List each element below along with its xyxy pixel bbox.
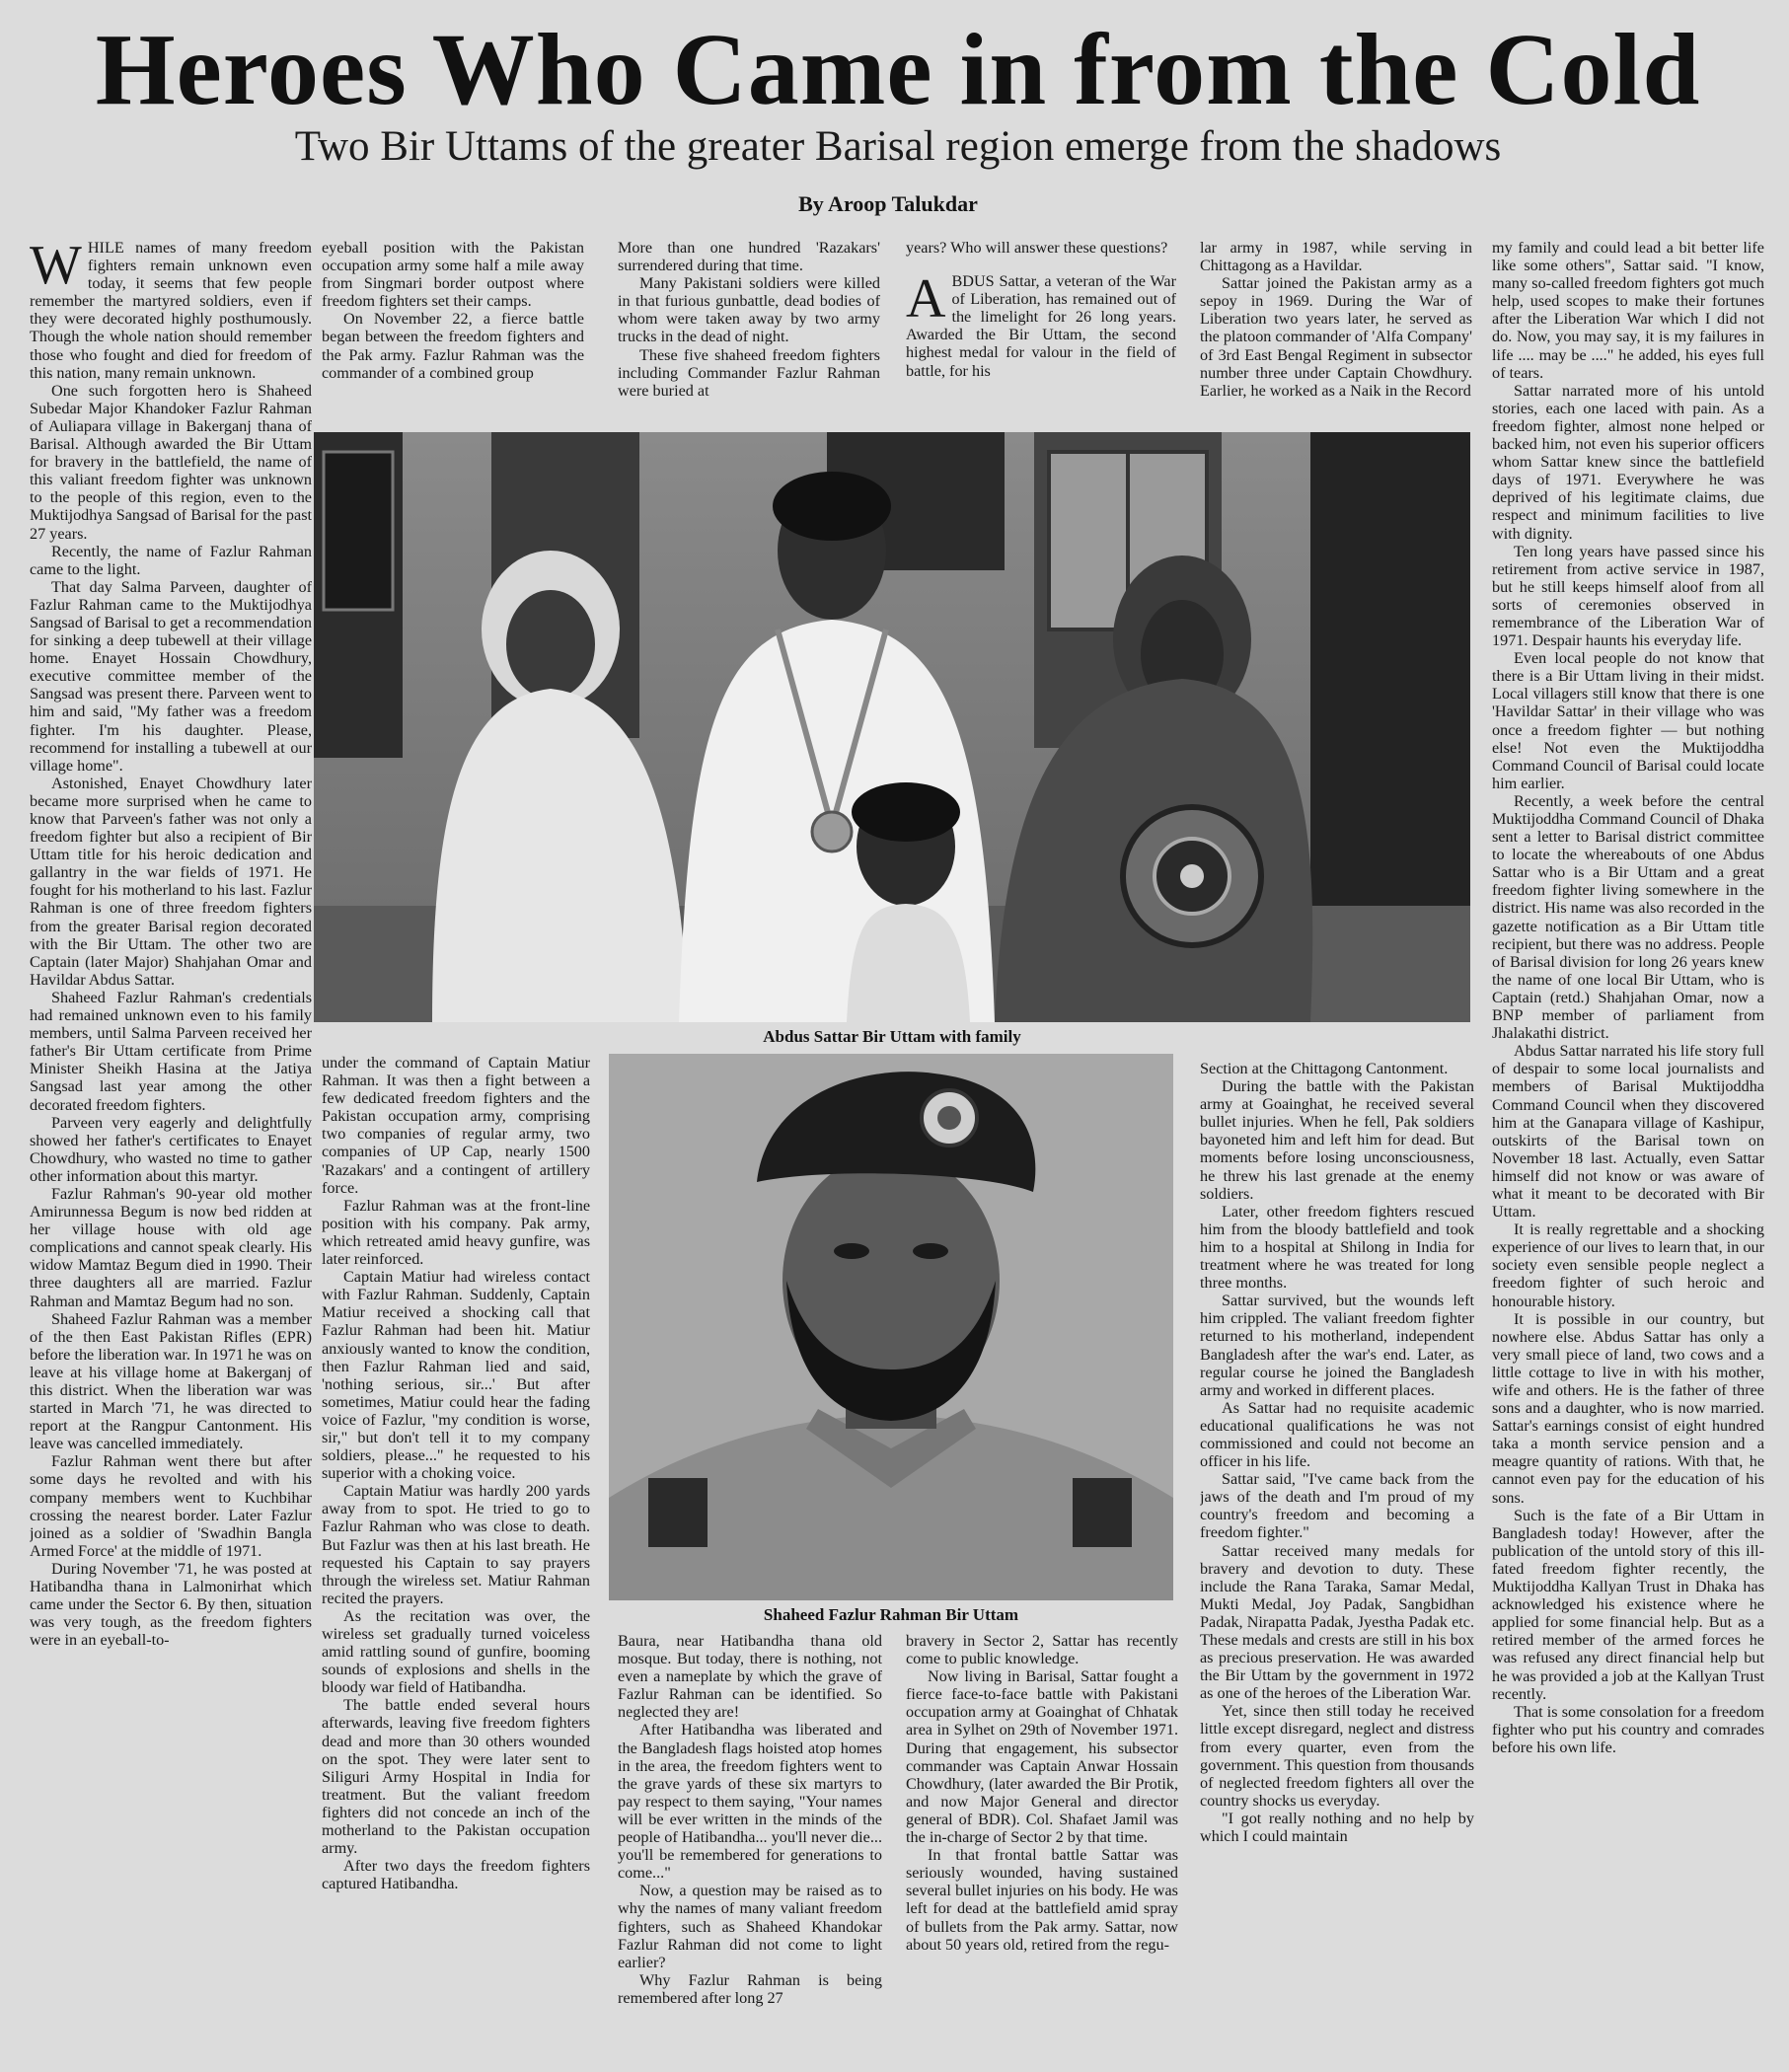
paragraph: eyeball position with the Pakistan occupation army some half a mile away from Singmari border outpost where freedom fighters set their camps. [322,239,584,311]
column-6-text [1492,239,1764,1756]
column-4-bottom-text [906,1632,1178,1954]
column-2-top-text [322,239,584,382]
paragraph: Now, a question may be raised as to why the names of many valiant freedom fighters, such as Shaheed Khandokar Fazlur Rahman did not come to light earlier? [618,1882,882,1971]
paragraph: Sattar joined the Pakistan army as a sepoy in 1969. During the War of Liberation two years later, he served as the platoon commander of 'Alfa Company' of 3rd East Bengal Regiment in subsector number three under Captain Chowdhury. Earlier, he worked as a Naik in the Record [1200,274,1472,400]
column-3-bottom-text [618,1632,882,2007]
article-column-4-top [906,239,1176,431]
column-5-bottom-text [1200,1060,1474,1845]
paragraph: On November 22, a fierce battle began between the freedom fighters and the Pak army. Fazlur Rahman was the commander of a combined group [322,310,584,382]
article-column-5-bottom [1200,1060,1474,2062]
paragraph: Sattar narrated more of his untold stories, each one laced with pain. As a freedom fighter, almost none helped or backed him, not even his superior officers whom Sattar knew since the battlefield days of 1971. Everywhere he was deprived of his legitimate claims, due respect and minimum facilities to live with dignity. [1492,381,1764,543]
column-4-top-text [906,268,1176,380]
paragraph: Fazlur Rahman was at the front-line position with his company. Pak army, which retreated amid heavy gunfire, was later reinforced. [322,1196,590,1269]
paragraph: Shaheed Fazlur Rahman was a member of the then East Pakistan Rifles (EPR) before the liberation war. In 1971 he was on leave at his village home at Bakerganj of this district. When the liberation war was started in March '71, he was directed to report at the Rangpur Cantonment. His leave was cancelled immediately. [30,1309,312,1453]
portrait-photo-image [609,1054,1173,1600]
paragraph: Such is the fate of a Bir Uttam in Bangladesh today! However, after the publication of the untold story of this ill-fated freedom fighter recently, the Muktijoddha Kallyan Trust in Dhaka has acknowledged his existence where he applied for some financial help. But as a retired member of the armed forces he was refused any direct financial help but he was provided a job at the Kallyan Trust recently. [1492,1506,1764,1703]
paragraph: Astonished, Enayet Chowdhury later became more surprised when he came to know that Parveen's father was not only a freedom fighter but also a recipient of Bir Uttam title for his heroic dedication and gallantry in the war fields of 1971. He fought for his motherland to his last. Fazlur Rahman is one of three freedom fighters from the greater Barisal region decorated with the Bir Uttam. The other two are Captain (later Major) Shahjahan Omar and Havildar Abdus Sattar. [30,774,312,989]
paragraph: As Sattar had no requisite academic educational qualifications he was not commissioned and could not become an officer in his life. [1200,1398,1474,1471]
byline: By Aroop Talukdar [798,191,978,216]
article-column-5-top [1200,239,1472,431]
paragraph: Captain Matiur had wireless contact with Fazlur Rahman. Suddenly, Captain Matiur received a shocking call that Fazlur Rahman had been hit. Matiur anxiously wanted to know the condition, then Fazlur Rahman lied and said, 'nothing serious, sir...' But after sometimes, Matiur could hear the fading voice of Fazlur, "my condition is worse, sir," but don't tell it to my company soldiers, please..." he requested to his superior with a choking voice. [322,1268,590,1483]
dropcap-a: A [906,268,946,331]
paragraph: Even local people do not know that there is a Bir Uttam living in their midst. Local villagers still know that there is one 'Havildar Sattar' in their village who was once a freedom fighter — but nothing else! Not even the Muktijoddha Command Council of Barisal could locate him earlier. [1492,649,1764,792]
column-4-lead: years? Who will answer these questions? [906,239,1168,257]
family-photo [314,432,1470,1022]
paragraph: Abdus Sattar narrated his life story full of despair to some local journalists and members of Barisal Muktijoddha Command Council when they discovered him at the Ganapara village of Kashipur, outskirts of the Barisal town on November 18 last. Actually, even Sattar himself did not know or was aware of what it meant to be decorated with Bir Uttam. [1492,1042,1764,1221]
paragraph: HILE names of many freedom fighters remain unknown even today, it seems that few people remember the martyred soldiers, even if they were decorated highly posthumously. Though the whole nation should remember those who fought and died for freedom of this nation, many remain unknown. [30,239,312,382]
article-column-3-bottom [618,1632,882,2062]
headline: Heroes Who Came in from the Cold [95,13,1701,126]
paragraph: It is possible in our country, but nowhere else. Abdus Sattar has only a very small piece of land, two cows and a little cottage to live in with his mother, wife and others. He is the father of three sons and a daughter, who is now married. Sattar's earnings consist of eight hundred taka a month service pension and a meagre quantity of rations. With that, he cannot even pay for the education of his sons. [1492,1309,1764,1507]
paragraph: Many Pakistani soldiers were killed in that furious gunbattle, dead bodies of whom were taken away by two army trucks in the dead of night. [618,274,880,346]
paragraph: Recently, the name of Fazlur Rahman came to the light. [30,542,312,578]
paragraph: Sattar said, "I've came back from the jaws of the death and I'm proud of my country's freedom and becoming a freedom fighter." [1200,1470,1474,1542]
article-column-2-bottom [322,1054,590,2062]
paragraph: Section at the Chittagong Cantonment. [1200,1060,1449,1077]
family-photo-image [314,432,1470,1022]
paragraph: under the command of Captain Matiur Rahman. It was then a fight between a few dedicated freedom fighters and the Pakistan occupation army, comprising two companies of regular army, two companies of UP Cap, nearly 1500 'Razakars' and a contingent of artillery force. [322,1054,590,1197]
article-column-2-top [322,239,584,431]
paragraph: lar army in 1987, while serving in Chittagong as a Havildar. [1200,239,1472,275]
article-column-4-bottom [906,1632,1178,2062]
paragraph: Later, other freedom fighters rescued him from the bloody battlefield and took him to a hospital at Shilong in India for treatment where he was treated for long three months. [1200,1202,1474,1293]
family-photo-caption: Abdus Sattar Bir Uttam with family [763,1027,1021,1046]
paragraph: During November '71, he was posted at Hatibandha thana in Lalmonirhat which came under the Sector 6. By then, situation was very tough, as the freedom fighters were in an eyeball-to- [30,1559,312,1650]
paragraph: Sattar received many medals for bravery and devotion to duty. These include the Rana Taraka, Samar Medal, Mukti Medal, Joy Padak, Sangbidhan Padak, Nirapatta Padak, Jyestha Padak etc. These medals and crests are still in his box as precious preservation. He was awarded the Bir Uttam by the government in 1972 as one of the heroes of the Liberation War. [1200,1541,1474,1703]
subheadline: Two Bir Uttams of the greater Barisal region emerge from the shadows [294,123,1502,170]
paragraph: bravery in Sector 2, Sattar has recently come to public knowledge. [906,1632,1178,1668]
column-2-bottom-text [322,1054,590,1892]
paragraph: In that frontal battle Sattar was seriously wounded, having sustained several bullet injuries on his body. He was left for dead at the battlefield amid spray of bullets from the Pak army. Sattar, now about 50 years old, retired from the regu- [906,1846,1178,1954]
paragraph: More than one hundred 'Razakars' surrendered during that time. [618,239,880,275]
paragraph: BDUS Sattar, a veteran of the War of Liberation, has remained out of the limelight for 26 long years. Awarded the Bir Uttam, the second highest medal for valour in the field of battle, for his [906,272,1176,380]
paragraph: As the recitation was over, the wireless set gradually turned voiceless amid rattling sound of gunfire, booming sounds of explosions and shells in the bloody war field of Hatibandha. [322,1606,590,1697]
column-3-top-text [618,239,880,400]
paragraph: Fazlur Rahman's 90-year old mother Amirunnessa Begum is now bed ridden at her village house with old age complications and cannot speak clearly. His widow Mamtaz Begum died in 1990. Their three daughters all are married. Fazlur Rahman and Mamtaz Begum had no son. [30,1184,312,1310]
paragraph: Captain Matiur was hardly 200 yards away from to spot. He tried to go to Fazlur Rahman who was close to death. But Fazlur was then at his last breath. He requested his Captain to say prayers through the wireless set. Matiur Rahman recited the prayers. [322,1482,590,1607]
paragraph: "I got really nothing and no help by which I could maintain [1200,1809,1474,1846]
column-5-top-text [1200,239,1472,400]
paragraph: During the battle with the Pakistan army at Goainghat, he received several bullet injuries. When he fell, Pak soldiers bayoneted him and left him for dead. But moments before losing unconsciousness, he threw his last grenade at the enemy soldiers. [1200,1077,1474,1203]
paragraph: That day Salma Parveen, daughter of Fazlur Rahman came to the Muktijodhya Sangsad of Barisal to get a recommendation for sinking a deep tubewell at their village home. Enayet Hossain Chowdhury, executive committee member of the Sangsad was present there. Parveen went to him and said, "My father was a freedom fighter. I'm his daughter. Please, recommend for installing a tubewell at our village home". [30,577,312,775]
paragraph: Shaheed Fazlur Rahman's credentials had remained unknown even to his family members, until Salma Parveen received her father's Bir Uttam certificate from Prime Minister Sheikh Hasina at the Jatiya Sangsad last year among the other decorated freedom fighters. [30,988,312,1114]
paragraph: After Hatibandha was liberated and the Bangladesh flags hoisted atop homes in the area, the freedom fighters went to the grave yards of these six martyrs to pay respect to them saying, "Your names will be ever written in the minds of the people of Hatibandha... you'll never die... you'll be remembered for generations to come..." [618,1721,882,1883]
paragraph: The battle ended several hours afterwards, leaving five freedom fighters dead and more than 30 others wounded on the spot. They were later sent to Siliguri Army Hospital in India for treatment. But the valiant freedom fighters did not concede an inch of the motherland to the Pakistan occupation army. [322,1696,590,1858]
paragraph: Sattar survived, but the wounds left him crippled. The valiant freedom fighter returned to his motherland, independent Bangladesh after the war's end. Later, as regular course he joined the Bangladesh army and worked in different places. [1200,1292,1474,1399]
paragraph: Ten long years have passed since his retirement from active service in 1987, but he still keeps himself aloof from all sorts of ceremonies observed in remembrance of the Liberation War of 1971. Despair haunts his everyday life. [1492,542,1764,650]
column-1-text [30,239,312,1649]
paragraph: Fazlur Rahman went there but after some days he revolted and with his company members went to Kuchbihar crossing the nearest border. Later Fazlur joined as a soldier of 'Swadhin Bangla Armed Force' at the middle of 1971. [30,1452,312,1560]
paragraph: Yet, since then still today he received little except disregard, neglect and distress from every quarter, even from the government. This question from thousands of neglected freedom fighters all over the country shocks us everyday. [1200,1702,1474,1810]
paragraph: Why Fazlur Rahman is being remembered after long 27 [618,1970,882,2007]
article-column-6 [1492,239,1764,2062]
dropcap-w: W [30,239,82,296]
paragraph: One such forgotten hero is Shaheed Subedar Major Khandoker Fazlur Rahman of Auliapara village in Bakerganj thana of Barisal. Although awarded the Bir Uttam for bravery in the battlefield, the name of this valiant freedom fighter was unknown to the people of this region, even to the Muktijodhya Sangsad of Barisal for the past 27 years. [30,381,312,543]
paragraph: After two days the freedom fighters captured Hatibandha. [322,1857,590,1893]
paragraph: Baura, near Hatibandha thana old mosque. But today, there is nothing, not even a nameplate by which the grave of Fazlur Rahman can be identified. So neglected they are! [618,1632,882,1722]
paragraph: Now living in Barisal, Sattar fought a fierce face-to-face battle with Pakistani occupation army at Goainghat of Chhatak area in Sylhet on 29th of November 1971. During that engagement, his subsector commander was Captain Anwar Hossain Chowdhury, (later awarded the Bir Protik, and now Major General and director general of BDR). Col. Shafaet Jamil was the in-charge of Sector 2 by that time. [906,1667,1178,1847]
paragraph: Recently, a week before the central Muktijoddha Command Council of Dhaka sent a letter to Barisal district committee to locate the whereabouts of one Abdus Sattar who is a Bir Uttam and a great freedom fighter living somewhere in the district. His name was also recorded in the gazette notification as a Bir Uttam title recipient, but there was no address. People of Barisal division for long 26 years knew the name of one local Bir Uttam, who is Captain (retd.) Shahjahan Omar, now a BNP member of parliament from Jhalakathi district. [1492,791,1764,1043]
portrait-photo [609,1054,1173,1600]
paragraph: Parveen very eagerly and delightfully showed her father's certificates to Enayet Chowdhury, who wasted no time to gather other information about this martyr. [30,1113,312,1185]
paragraph: It is really regrettable and a shocking experience of our lives to learn that, in our society even sensible people neglect a freedom fighter of such heroic and honourable history. [1492,1221,1764,1310]
paragraph: That is some consolation for a freedom fighter who put his country and comrades before his own life. [1492,1702,1764,1756]
paragraph: my family and could lead a bit better life like some others", Sattar said. "I know, many so-called freedom fighters got much help, used scopes to make their fortunes after the Liberation War which I did not do. Now, you may say, it is my failures in life .... may be ...." he added, his eyes full of tears. [1492,239,1764,382]
paragraph: These five shaheed freedom fighters including Commander Fazlur Rahman were buried at [618,345,880,400]
article-column-1 [30,239,312,2062]
portrait-photo-caption: Shaheed Fazlur Rahman Bir Uttam [763,1605,1019,1624]
article-column-3-top [618,239,880,431]
